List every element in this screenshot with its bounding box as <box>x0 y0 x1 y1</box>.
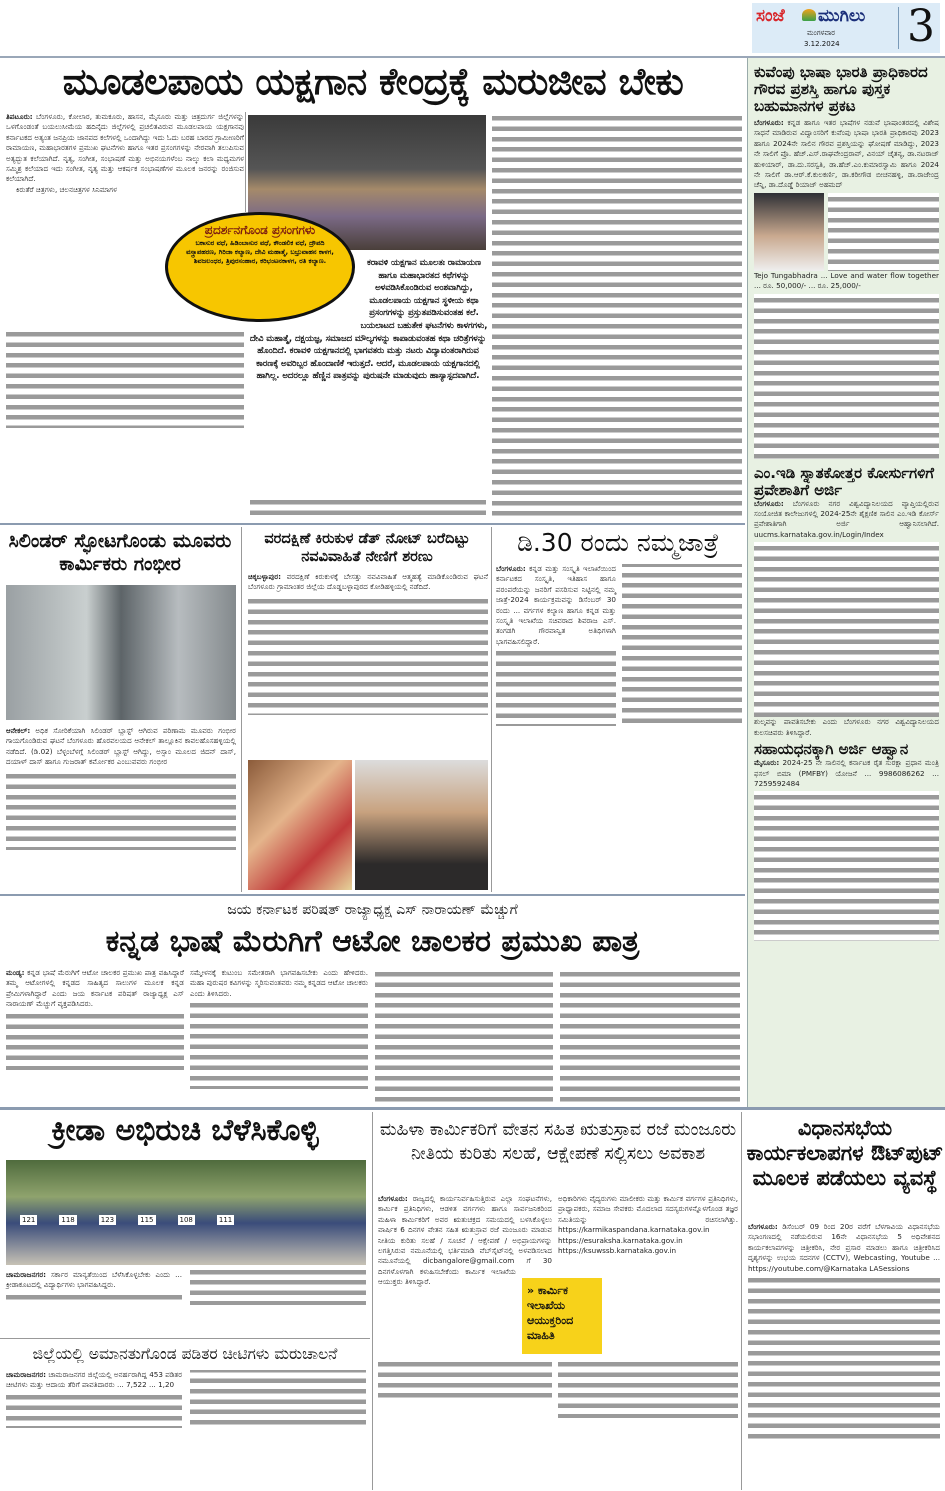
callout-title: ಪ್ರದರ್ಶನಗೊಂಡ ಪ್ರಸಂಗಗಳು <box>204 223 316 237</box>
oval-wrap-space <box>248 256 360 326</box>
jatre-body: ಬೆಂಗಳೂರು: ಕನ್ನಡ ಮತ್ತು ಸಂಸ್ಕೃತಿ ಇಲಾಖೆಯಿಂದ ಕರ್ನಾಟಕದ ಸಂಸ್ಕೃತಿ, ಇತಿಹಾಸ ಹಾಗೂ ಪರಂಪರೆಯನ್ನು ಜನರಿಗೆ ಪಸರಿಸುವ ನಿಟ್ಟಿನಲ್ಲಿ ನಮ್ಮ ಜಾತ್ರೆ-2024 ಕಾರ್ಯಕ್ರಮವನ್ನು ಡಿಸೆಂಬರ್ 30 ರಂದು ... ವರ್ಗಗಳ ಕಲ್ಯಾಣ ಹಾಗೂ ಕನ್ನಡ ಮತ್ತು ಸಂಸ್ಕೃತಿ ಇಲಾಖೆಯ ಸಚಿವರಾದ ಶಿವರಾಜ ಎಸ್. ತಂಗಡಗಿ ಗೌರವಾನ್ವಿತ ಅತಿಥಿಗಳಾಗಿ ಭಾಗವಹಿಸಲಿದ್ದಾರೆ. <box>496 564 742 892</box>
divider <box>741 1112 742 1490</box>
divider <box>245 112 246 212</box>
auto-body-col2: ಸಮ್ಮೇಳನಕ್ಕೆ ಕುಟುಂಬ ಸಮೇತರಾಗಿ ಭಾಗವಹಿಸಬೇಕು ಎಂದು ಹೇಳಿದರು. ಮಹಾ ಪುರುಷರ ಕವಿಗಳನ್ನು ಸ್ಮರಿಸುವಂತವರು ನಮ್ಮ ಕನ್ನಡದ ಆಟೋ ಚಾಲಕರು ಎಂದು ತಿಳಿಸಿದರು. <box>190 968 368 1089</box>
pullquote-text: ಕರಾವಳಿ ಯಕ್ಷಗಾನ ಮೂಲತಃ ರಾಮಾಯಣ ಹಾಗೂ ಮಹಾಭಾರತದ ಕಥೆಗಳನ್ನು ಅಳವಡಿಸಿಕೊಂಡಿರುವ ಅಂಶವಾಗಿದ್ದು, ಮೂಡಲಪಾಯ ಯಕ್ಷಗಾನ ಸ್ಥಳೀಯ ಕಥಾ ಪ್ರಸಂಗಗಳನ್ನು ಪ್ರಸ್ತುತಪಡಿಸುವಂತಹ ಕಲೆ. ಬಯಲಾಟದ ಬಹುತೇಕ ಘಟನೆಗಳು ಕಾಳಗಗಳು, ದೇವಿ ಮಹಾತ್ಮೆ, ದಕ್ಷಯಜ್ಞ, ಸಮಾಜದ ಮೌಲ್ಯಗಳನ್ನು ಕಾಪಾಡುವಂತಹ ಕಥಾ ಚರಿತ್ರೆಗಳನ್ನು ಹೊಂದಿದೆ. ಕರಾವಳಿ ಯಕ್ಷಗಾನದಲ್ಲಿ ಭಾಗವತರು ಮತ್ತು ನಟರು ವಿದ್ಯಾವಂತರಾಗಿರುವ ಕಾರಣಕ್ಕೆ ಅವರಿಬ್ಬರ ಹೊಂದಾಣಿಕೆ ಇರುತ್ತದೆ. ಆದರೆ, ಮೂಡಲಪಾಯ ಯಕ್ಷಗಾನದಲ್ಲಿ ಹಾಗಿಲ್ಲ. ಅದರಲ್ಲೂ ಹೆಣ್ಣಿನ ಪಾತ್ರವನ್ನು ಪುರುಷನೇ ಮಾಡುವುದು ಹಾಸ್ಯಾಸ್ಪದವಾಗಿದೆ. <box>249 257 488 381</box>
lead-text: ಬೆಂಗಳೂರು, ಕೋಲಾರ, ತುಮಕೂರು, ಹಾಸನ, ಮೈಸೂರು ಮತ್ತು ಚಿತ್ರದುರ್ಗ ಜಿಲ್ಲೆಗಳನ್ನು ಒಳಗೊಂಡಂತೆ ಬಯಲುಸೀಮೆಯ ಹದಿನೈದು ಜಿಲ್ಲೆಗಳಲ್ಲಿ ಪ್ರಚಲಿತವಿರುವ ಮೂಡಲಪಾಯ ಯಕ್ಷಗಾನವು ಕರ್ನಾಟಕದ ಅತ್ಯಂತ ಜನಪ್ರಿಯ ಜಾನಪದ ಕಲೆಗಳಲ್ಲಿ ಒಂದಾಗಿದ್ದು ಇದು ಓದು ಬರಹ ಬಾರದ ಗ್ರಾಮೀಣರಿಗೆ ರಾಮಾಯಣ, ಮಹಾಭಾರತಗಳ ಪ್ರಮುಖ ಘಟನೆಗಳು ಹಾಗೂ ಇತರ ಪ್ರಸಂಗಗಳನ್ನು ನೇರವಾಗಿ ತಲುಪಿಸುವ ಅತ್ಯದ್ಭುತ ಕಲೆಯಾಗಿದೆ. ನೃತ್ಯ, ಸಂಗೀತ, ಸಂಭಾಷಣೆ ಮತ್ತು ಅಭಿನಯಗಳೆಂಬ ನಾಲ್ಕು ಕಲಾ ಮಧ್ಯಮಗಳ ಸಮ್ಮಿಶ್ರ ಕಲೆಯಾದ ಇದು ಸಂಗೀತ, ನೃತ್ಯ ಮತ್ತು ಆಕರ್ಷಕ ಸಂಭಾಷಣೆಗಳ ಮೂಲಕ ಜನರನ್ನು ರಂಜಿಸುವ ಕಲೆಯಾಗಿದೆ. <box>6 112 244 184</box>
lead-body-col1 <box>6 112 244 520</box>
assembly-body: ಬೆಂಗಳೂರು: ಡಿಸೆಂಬರ್ 09 ರಿಂದ 20ರ ವರೆಗೆ ಬೆಳಗಾವಿಯ ವಿಧಾನಸಭೆಯ ಸಭಾಂಗಣದಲ್ಲಿ ನಡೆಯಲಿರುವ 16ನೇ ವಿಧಾನಸಭೆಯ 5 ಅಧಿವೇಶನದ ಕಾರ್ಯಕಲಾಪಗಳನ್ನು ಚಿತ್ರೀಕರಿಸಿ, ನೇರ ಪ್ರಸಾರ ಮಾಡಲು ಹಾಗೂ ಚಿತ್ರೀಕರಿಸಿದ ದೃಶ್ಯಗಳನ್ನು ಉಭಯ ಸದನಗಳ (CCTV), Webcasting, Youtube ... https://youtube.com/@Karnataka LASessions <box>748 1222 940 1444</box>
jatre-headline: ಡಿ.30 ರಂದು ನಮ್ಮಜಾತ್ರೆ <box>517 528 719 557</box>
dowry-body: ಚಿಕ್ಕಬಳ್ಳಾಪುರ: ವರದಕ್ಷಿಣೆ ಕಿರುಕುಳಕ್ಕೆ ಬೇಸತ್ತು ನವವಿವಾಹಿತೆ ಆತ್ಮಹತ್ಯೆ ಮಾಡಿಕೊಂಡಿರುವ ಘಟನೆ ಬೆಂಗಳೂರು ಗ್ರಾಮಾಂತರ ಜಿಲ್ಲೆಯ ದೊಡ್ಡಬಳ್ಳಾಪುರದ ಕೋಡಿಹಳ್ಳಿಯಲ್ಲಿ ನಡೆದಿದೆ. <box>248 572 488 715</box>
callout-items: ಬಕಾಸುರ ವಧೆ, ಹಿಡಿಂಬಾಸುರ ವಧೆ, ಕೌಂಡಲಿಕ ವಧೆ, ದ್ರೌಪದಿ ವಸ್ತ್ರಾಪಹರಣ, ಗಿರಿಜಾ ಕಲ್ಯಾಣ, ದೇವಿ ಮಹಾತ್ಮೆ, ಬಭ್ರುವಾಹನ ಕಾಳಗ, ಶಿವಜಲಂಧರ, ತ್ರಿಪುರಸಂಹಾರ, ಕರಿಭಂಟನಕಾಳಗ, ರತಿ ಕಲ್ಯಾಣ. <box>186 239 334 265</box>
dateline: ತಿಪಟೂರು: <box>6 112 33 121</box>
auto-body-col4 <box>560 968 740 1102</box>
cylinder-body: ಆನೇಕಲ್: ಅಧಿಕ ಸೋರಿಕೆಯಾಗಿ ಸಿಲಿಂಡರ್ ಬ್ಲಾಸ್ಟ್ ಆಗಿರುವ ಪರಿಣಾಮ ಮೂವರು ಗಂಭೀರ ಗಾಯಗೊಂಡಿರುವ ಘಟನೆ ಬೆಂಗಳೂರು ಹೊರವಲಯದ ಆನೇಕಲ್ ತಾಲ್ಲೂಕಿನ ಕಾವಲಹೊಸಹಳ್ಳಿಯಲ್ಲಿ ನಡೆದಿದೆ. (ಡಿ.02) ಬೆಳ್ಳಂಬೆಳಗ್ಗೆ ಸಿಲಿಂಡರ್ ಬ್ಲಾಸ್ಟ್ ಆಗಿದ್ದು, ಅಸ್ಸಾಂ ಮೂಲದ ಜಿದನ್ ದಾಸ್, ದಯಾಳ್ ದಾಸ್ ಹಾಗೂ ಗುಜರಾತ್ ಕರ್ಮೋಕರ ಎಂಬುವವರು ಗಂಭೀರ <box>6 726 236 850</box>
section-rule <box>0 1107 945 1110</box>
ration-body: ಚಾಮರಾಜನಗರ: ಚಾಮರಾಜನಗರ ಜಿಲ್ಲೆಯಲ್ಲಿ ಅನರ್ಹರಾಗಿದ್ದ 453 ಪಡಿತರ ಚೀಟಿಗಳು ಮತ್ತು ಆದಾಯ ತೆರಿಗೆ ಪಾವತಿದಾರರು ... 7,522 ... 1,20 <box>6 1370 366 1488</box>
issue-date: 3.12.2024 <box>804 40 840 48</box>
lead-body-col2b <box>250 496 486 520</box>
women-headline: ಮಹಿಳಾ ಕಾರ್ಮಿಕರಿಗೆ ವೇತನ ಸಹಿತ ಋತುಸ್ರಾವ ರಜೆ ಮಂಜೂರು ನೀತಿಯ ಕುರಿತು ಸಲಹೆ, ಆಕ್ಷೇಪಣೆ ಸಲ್ಲಿಸಲು ಅವಕಾಶ <box>379 1120 737 1164</box>
sidebar-story-body-2: ಶುಲ್ಕವನ್ನು ಪಾವತಿಸಬೇಕು ಎಂದು ಬೆಂಗಳೂರು ನಗರ ವಿಶ್ವವಿದ್ಯಾನಿಲಯದ ಕುಲಸಚಿವರು ತಿಳಿಸಿದ್ದಾರೆ. <box>754 717 939 737</box>
victim-portrait-photo <box>355 760 488 890</box>
sidebar-story-body-2: Tejo Tungabhadra ... Love and water flow together ... ರೂ. 50,000/- ... ರೂ. 25,000/- <box>754 270 939 291</box>
sun-palm-logo-icon <box>802 9 816 21</box>
lead-text-2: ಕಿರುತೆರೆ ಚಿತ್ರಗಳು, ಚಲನಚಿತ್ರಗಳ ಸಿನಿಮಾಗಳ <box>16 184 118 194</box>
divider <box>241 527 242 892</box>
pullquote <box>248 256 488 382</box>
women-body-col2: ಅಧಿಕಾರಿಗಳು ವೈದ್ಯರುಗಳು ಮಾಲೀಕರು ಮತ್ತು ಕಾರ್ಮಿಕ ವರ್ಗಗಳ ಪ್ರತಿನಿಧಿಗಳು, ಪ್ರಾಧ್ಯಾಪಕರು, ಸಮಾಜ ಸೇವಕರು ಮೊದಲಾದ ಸದಸ್ಯರುಗಳನ್ನೊಳಗೊಂಡ ತಜ್ಞರ ಸಮಿತಿಯನ್ನು ರಚಿಸಲಾಗಿತ್ತು. https://karmikaspandana.karnataka.gov.in https://esuraksha.karnataka.gov.in https://ksuwssb.karnataka.gov.in <box>558 1194 738 1418</box>
sidebar-headline: ಕುವೆಂಪು ಭಾಷಾ ಭಾರತಿ ಪ್ರಾಧಿಕಾರದ ಗೌರವ ಪ್ರಶಸ್ತಿ ಹಾಗೂ ಪುಸ್ತಕ ಬಹುಮಾನಗಳ ಪ್ರಕಟ <box>754 63 928 115</box>
auto-body-col1: ಮಂಡ್ಯ: ಕನ್ನಡ ಭಾಷೆ ಮೆರುಗಿಗೆ ಆಟೋ ಚಾಲಕರ ಪ್ರಮುಖ ಪಾತ್ರ ವಹಿಸಿದ್ದಾರೆ ತಮ್ಮ ಆಟೋಗಳಲ್ಲಿ ಕನ್ನಡದ ಸಾಹಿತ್ಯದ ಸಾಲುಗಳ ಮೂಲಕ ಕನ್ನಡ ಪ್ರೇಮಿಗಳಾಗಿದ್ದಾರೆ ಎಂದು ಜಯ ಕರ್ನಾಟಕ ಪರಿಷತ್ ರಾಜ್ಯಾಧ್ಯಕ್ಷ ಎಸ್ ನಾರಾಯಣ್ ಮೆಚ್ಚುಗೆ ವ್ಯಕ್ತಪಡಿಸಿದರು. <box>6 968 184 1070</box>
athletes-group-photo <box>6 1160 366 1265</box>
lead-body-col3 <box>492 112 742 520</box>
logo-left: ಸಂಜೆ <box>756 6 785 26</box>
women-body-col1: ಬೆಂಗಳೂರು: ರಾಜ್ಯದಲ್ಲಿ ಕಾರ್ಯನಿರ್ವಹಿಸುತ್ತಿರುವ ಎಲ್ಲಾ ಸಂಘಟನೆಗಳು, ಕಾರ್ಮಿಕ ಪ್ರತಿನಿಧಿಗಳು, ಆಡಳಿತ ವರ್ಗಗಳು ಹಾಗೂ ಸಾರ್ವಜನಿಕರಿಂದ ಮಹಿಳಾ ಕಾರ್ಮಿಕರಿಗೆ ಅವರ ಋತುಚಕ್ರದ ಸಮಯದಲ್ಲಿ ಬಳಸಿಕೊಳ್ಳಲು ವಾರ್ಷಿಕ 6 ದಿನಗಳ ವೇತನ ಸಹಿತ ಋತುಸ್ರಾವ ರಜೆ ಮಂಜೂರು ಮಾಡುವ ನೀತಿಯ ಕುರಿತು ಸಲಹೆ / ಸೂಚನೆ / ಆಕ್ಷೇಪಣೆ / ಅಭಿಪ್ರಾಯಗಳನ್ನು ಲಗತ್ತಿಸಿರುವ ನಮೂನೆಯಲ್ಲಿ ಭರ್ತಿಮಾಡಿ ವೆಬ್‌ಸೈಟ್‌ನಲ್ಲಿ ಅಳವಡಿಸಲಾದ ನಮೂನೆಯಲ್ಲಿ dicbangalore@gmail.com ಗೆ 30 ದಿನಗಳೊಳಗಾಗಿ ಕಳುಹಿಸಬೇಕೆಂದು ಕಾರ್ಮಿಕ ಇಲಾಖೆಯ ಆಯುಕ್ತರು ತಿಳಿಸಿದ್ದಾರೆ. <box>378 1194 552 1398</box>
sidebar-headline: ಎಂ.ಇಡಿ ಸ್ನಾತಕೋತ್ತರ ಕೋರ್ಸುಗಳಿಗೆ ಪ್ರವೇಶಾತಿಗೆ ಅರ್ಜಿ <box>754 463 935 499</box>
sports-headline: ಕ್ರೀಡಾ ಅಭಿರುಚಿ ಬೆಳೆಸಿಕೊಳ್ಳಿ <box>51 1113 319 1148</box>
sidebar-headline: ಸಹಾಯಧನಕ್ಕಾಗಿ ಅರ್ಜಿ ಆಹ್ವಾನ <box>754 740 909 759</box>
assembly-headline: ವಿಧಾನಸಭೆಯ ಕಾರ್ಯಕಲಾಪಗಳ ಔಟ್‌ಪುಟ್ ಮೂಲಕ ಪಡೆಯಲು ವ್ಯವಸ್ಥೆ <box>746 1116 944 1190</box>
auto-body-col3 <box>375 968 553 1102</box>
divider <box>372 1112 373 1490</box>
masthead <box>752 3 940 53</box>
sidebar-story-body: ಮೈಸೂರು: 2024-25 ನೇ ಸಾಲಿನಲ್ಲಿ ಕರ್ನಾಟಕ ರೈತ ಸುರಕ್ಷಾ ಪ್ರಧಾನ ಮಂತ್ರಿ ಫಸಲ್ ಬಿಮಾ (PMFBY) ಯೋಜನೆ ... 9986086262 ... 7259592484 <box>754 758 939 788</box>
sports-body: ಚಾಮರಾಜನಗರ: ಸರ್ಕಾರ ಮಾನ್ಯತೆಯಿಂದ ಬೆಳೆಸಿಕೊಳ್ಳಬೇಕು ಎಂದು ... ಕ್ರೀಡಾಕೂಟದಲ್ಲಿ ವಿದ್ಯಾರ್ಥಿಗಳು ಭಾಗವಹಿಸಿದ್ದರು. <box>6 1270 366 1336</box>
logo-right: ಮುಗಿಲು <box>818 6 866 26</box>
author-portrait-photo <box>754 193 824 271</box>
section-rule <box>0 894 745 896</box>
auto-headline: ಕನ್ನಡ ಭಾಷೆ ಮೆರುಗಿಗೆ ಆಟೋ ಚಾಲಕರ ಪ್ರಮುಖ ಪಾತ್ರ <box>105 924 640 959</box>
wedding-photo <box>248 760 352 890</box>
divider <box>0 1338 370 1339</box>
auto-kicker: ಜಯ ಕರ್ನಾಟಕ ಪರಿಷತ್ ರಾಜ್ಯಾಧ್ಯಕ್ಷ ಎಸ್ ನಾರಾಯಣ್ ಮೆಚ್ಚುಗೆ <box>227 902 518 918</box>
sidebar-story-body: ಬೆಂಗಳೂರು: ಕನ್ನಡ ಹಾಗೂ ಇತರ ಭಾಷೆಗಳ ನಡುವೆ ಭಾಷಾಂತರದಲ್ಲಿ ವಿಶೇಷ ಸಾಧನೆ ಮಾಡಿರುವ ವಿದ್ವಾಂಸರಿಗೆ ಕುವೆಂಪು ಭಾಷಾ ಭಾರತಿ ಪ್ರಾಧಿಕಾರವು 2023 ಹಾಗೂ 2024ನೇ ಸಾಲಿನ ಗೌರವ ಪ್ರಶಸ್ತಿಯನ್ನು ಘೋಷಣೆ ಮಾಡಿದ್ದು, 2023 ನೇ ಸಾಲಿಗೆ ಪ್ರೊ. ಹೆಚ್.ಎಸ್.ರಾಘವೇಂದ್ರರಾವ್, ವಿನಯ್ ಚೈತನ್ಯ, ಡಾ.ನಟರಾಜ್ ಹುಳಿಯಾರ್, ಡಾ.ದು.ಸರಸ್ವತಿ, ಡಾ.ಹೆಚ್.ಎಂ.ಕುಮಾರಸ್ವಾಮಿ ಹಾಗೂ 2024 ನೇ ಸಾಲಿಗೆ ಡಾ.ಆರ್.ಕೆ.ಕುಲಕರ್ಣಿ, ಡಾ.ಕರೀಗೌಡ ಬೀಚನಹಳ್ಳಿ, ಡಾ.ರಾಜೇಂದ್ರ ಚೆನ್ನಿ, ಡಾ.ದೊಡ್ಡೆ ರಿಯಾಜ್ ಅಹಮದ್ <box>754 118 939 190</box>
sidebar-story-body: ಬೆಂಗಳೂರು: ಬೆಂಗಳೂರು ನಗರ ವಿಶ್ವವಿದ್ಯಾನಿಲಯದ ವ್ಯಾಪ್ತಿಯಲ್ಲಿರುವ ಸಂಯೋಜಿತ ಕಾಲೇಜುಗಳಲ್ಲಿ 2024-25ನೇ ಶೈಕ್ಷಣಿಕ ಸಾಲಿನ ಎಂ.ಇಡಿ ಕೋರ್ಸ್ ಪ್ರವೇಶಾತಿಗಾಗಿ ಅರ್ಜಿ ಆಹ್ವಾನಿಸಲಾಗಿದೆ. uucms.karnataka.gov.in/Login/Index <box>754 498 939 539</box>
women-callout-box: » ಕಾರ್ಮಿಕ ಇಲಾಖೆಯ ಆಯುಕ್ತರಿಂದ ಮಾಹಿತಿ <box>522 1278 602 1354</box>
divider <box>898 7 899 49</box>
cylinder-headline: ಸಿಲಿಂಡರ್ ಸ್ಫೋಟಗೊಂಡು ಮೂವರು ಕಾರ್ಮಿಕರು ಗಂಭೀರ <box>8 530 232 575</box>
lead-headline: ಮೂಡಲಪಾಯ ಯಕ್ಷಗಾನ ಕೇಂದ್ರಕ್ಕೆ ಮರುಜೀವ ಬೇಕು <box>62 60 684 103</box>
issue-day: ಮಂಗಳವಾರ <box>807 29 836 37</box>
bib-numbers: 121 118 123 115 108 111 <box>22 1216 233 1224</box>
dowry-headline: ವರದಕ್ಷಿಣೆ ಕಿರುಕುಳ ಡೆತ್ ನೋಟ್ ಬರೆದಿಟ್ಟು ನವವಿವಾಹಿತೆ ನೇಣಿಗೆ ಶರಣು <box>264 531 470 565</box>
page-number: 3 <box>907 1 935 52</box>
ration-headline: ಜಿಲ್ಲೆಯಲ್ಲಿ ಅಮಾನತುಗೊಂಡ ಪಡಿತರ ಚೀಟಿಗಳು ಮರುಚಾಲನೆ <box>32 1345 338 1363</box>
cylinder-blast-photo <box>6 585 236 720</box>
divider <box>491 527 492 892</box>
sidebar <box>747 58 945 1108</box>
section-rule <box>0 523 745 525</box>
